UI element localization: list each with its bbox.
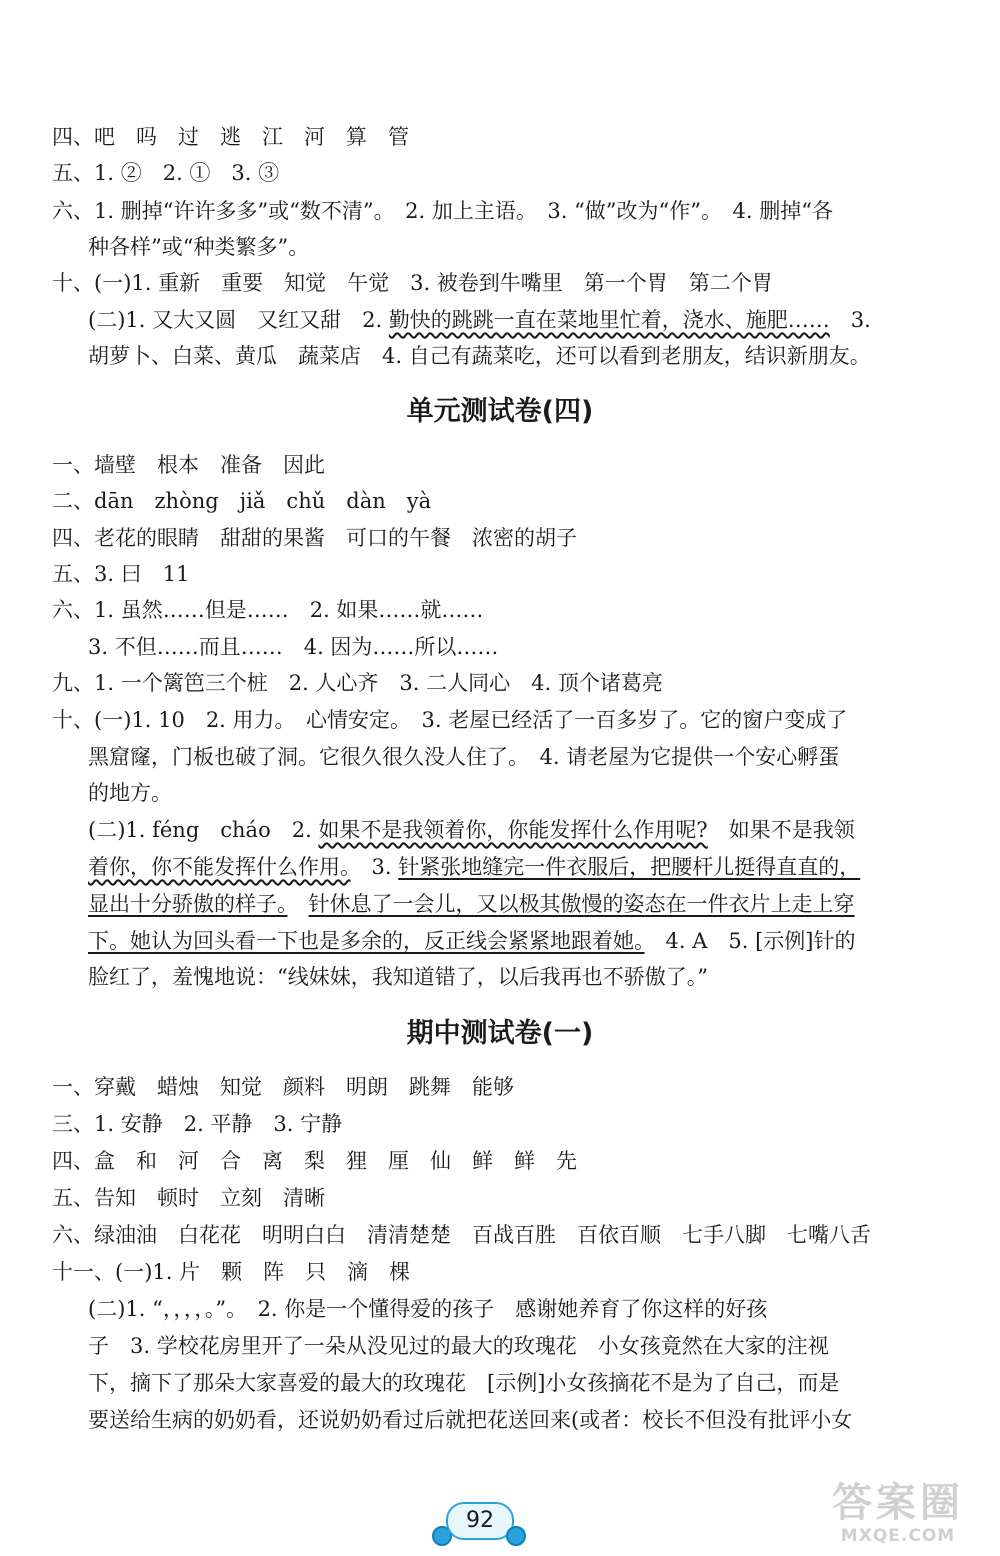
answer-line bbox=[88, 852, 960, 882]
answer-text: 3. bbox=[350, 855, 399, 879]
answer-line: 脸红了，羞愧地说：“线妹妹，我知道错了，以后我再也不骄傲了。” bbox=[88, 965, 708, 989]
watermark-logo: 答案圈 bbox=[832, 1480, 964, 1526]
answer-line: 四、盒 和 河 合 离 梨 狸 厘 仙 鲜 鲜 先 bbox=[52, 1149, 577, 1173]
underlined-sentence: 勤快的跳跳一直在菜地里忙着，浇水、施肥…… bbox=[388, 308, 830, 332]
answer-line: 九、1. 一个篱笆三个桩 2. 人心齐 3. 二人同心 4. 顶个诸葛亮 bbox=[52, 671, 663, 695]
answer-line: 六、1. 虽然……但是…… 2. 如果……就…… bbox=[52, 598, 484, 622]
answer-line bbox=[88, 889, 960, 919]
answer-text: 4. A 5. [示例]针的 bbox=[644, 929, 856, 953]
answer-text: 如果不是我领 bbox=[707, 818, 855, 842]
answer-line-10a: 十、(一)1. 重新 重要 知觉 午觉 3. 被卷到牛嘴里 第一个胃 第二个胃 bbox=[52, 271, 773, 295]
answer-line: 下，摘下了那朵大家喜爱的最大的玫瑰花 [示例]小女孩摘花不是为了自己，而是 bbox=[88, 1371, 840, 1395]
page-number: 92 bbox=[446, 1502, 514, 1540]
answer-line: 五、3. 曰 11 bbox=[52, 562, 190, 586]
section-title-midterm1: 期中测试卷(一) bbox=[406, 1018, 594, 1049]
answer-line: 3. 不但……而且…… 4. 因为……所以…… bbox=[88, 635, 499, 659]
answer-line: 二、dān zhòng jiǎ chǔ dàn yà bbox=[52, 489, 432, 513]
section-title-unit4: 单元测试卷(四) bbox=[406, 396, 594, 427]
answer-line-4: 四、吧 吗 过 逃 江 河 算 管 bbox=[52, 125, 409, 149]
page-number-badge bbox=[432, 1498, 524, 1548]
answer-text: (二)1. féng cháo 2. bbox=[88, 818, 319, 842]
underlined-sentence: 显出十分骄傲的样子。 bbox=[88, 892, 288, 916]
answer-line-6b: 种各样”或“种类繁多”。 bbox=[88, 235, 310, 259]
answer-text: 3. bbox=[829, 308, 871, 332]
answer-line: (二)1. “，，，，。”。 2. 你是一个懂得爱的孩子 感谢她养育了你这样的好孩 bbox=[88, 1297, 768, 1321]
answer-line: 黑窟窿，门板也破了洞。它很久很久没人住了。 4. 请老屋为它提供一个安心孵蛋 bbox=[88, 745, 840, 769]
answer-line: 十一、(一)1. 片 颗 阵 只 滴 棵 bbox=[52, 1260, 411, 1284]
answer-line: 要送给生病的奶奶看，还说奶奶看过后就把花送回来(或者：校长不但没有批评小女 bbox=[88, 1408, 853, 1432]
answer-line-5: 五、1. ② 2. ① 3. ③ bbox=[52, 161, 280, 185]
answer-line: 一、穿戴 蜡烛 知觉 颜料 明朗 跳舞 能够 bbox=[52, 1075, 514, 1099]
answer-line: 一、墙壁 根本 准备 因此 bbox=[52, 453, 325, 477]
underlined-sentence: 着你，你不能发挥什么作用。 bbox=[88, 855, 351, 879]
answer-line bbox=[88, 815, 960, 845]
watermark bbox=[808, 1480, 988, 1550]
answer-line: 十、(一)1. 10 2. 用力。 心情安定。 3. 老屋已经活了一百多岁了。它的窗户变成了 bbox=[52, 708, 848, 732]
answer-line: 的地方。 bbox=[88, 781, 172, 805]
underlined-sentence: 如果不是我领着你，你能发挥什么作用呢? bbox=[318, 818, 708, 842]
watermark-url: MXQE.COM bbox=[840, 1526, 956, 1546]
answer-line-10b bbox=[88, 305, 960, 335]
answer-text bbox=[288, 892, 309, 916]
answer-line-10c: 胡萝卜、白菜、黄瓜 蔬菜店 4. 自己有蔬菜吃，还可以看到老朋友，结识新朋友。 bbox=[88, 344, 871, 368]
answer-line: 四、老花的眼睛 甜甜的果酱 可口的午餐 浓密的胡子 bbox=[52, 526, 577, 550]
decor-dot-icon bbox=[506, 1526, 526, 1546]
answer-line: 六、绿油油 白花花 明明白白 清清楚楚 百战百胜 百依百顺 七手八脚 七嘴八舌 bbox=[52, 1223, 871, 1247]
underlined-sentence: 针紧张地缝完一件衣服后，把腰杆儿挺得直直的， bbox=[398, 855, 861, 879]
underlined-sentence: 针休息了一会儿，又以极其傲慢的姿态在一件衣片上走上穿 bbox=[308, 892, 855, 916]
underlined-sentence: 下。她认为回头看一下也是多余的，反正线会紧紧地跟着她。 bbox=[88, 929, 645, 953]
answer-text: (二)1. 又大又圆 又红又甜 2. bbox=[88, 308, 389, 332]
answer-line-6a: 六、1. 删掉“许许多多”或“数不清”。 2. 加上主语。 3. “做”改为“作”。 4. 删掉“各 bbox=[52, 199, 833, 223]
answer-line: 三、1. 安静 2. 平静 3. 宁静 bbox=[52, 1112, 343, 1136]
answer-line bbox=[88, 926, 960, 956]
answer-line: 子 3. 学校花房里开了一朵从没见过的最大的玫瑰花 小女孩竟然在大家的注视 bbox=[88, 1334, 829, 1358]
answer-line: 五、告知 顿时 立刻 清晰 bbox=[52, 1186, 325, 1210]
